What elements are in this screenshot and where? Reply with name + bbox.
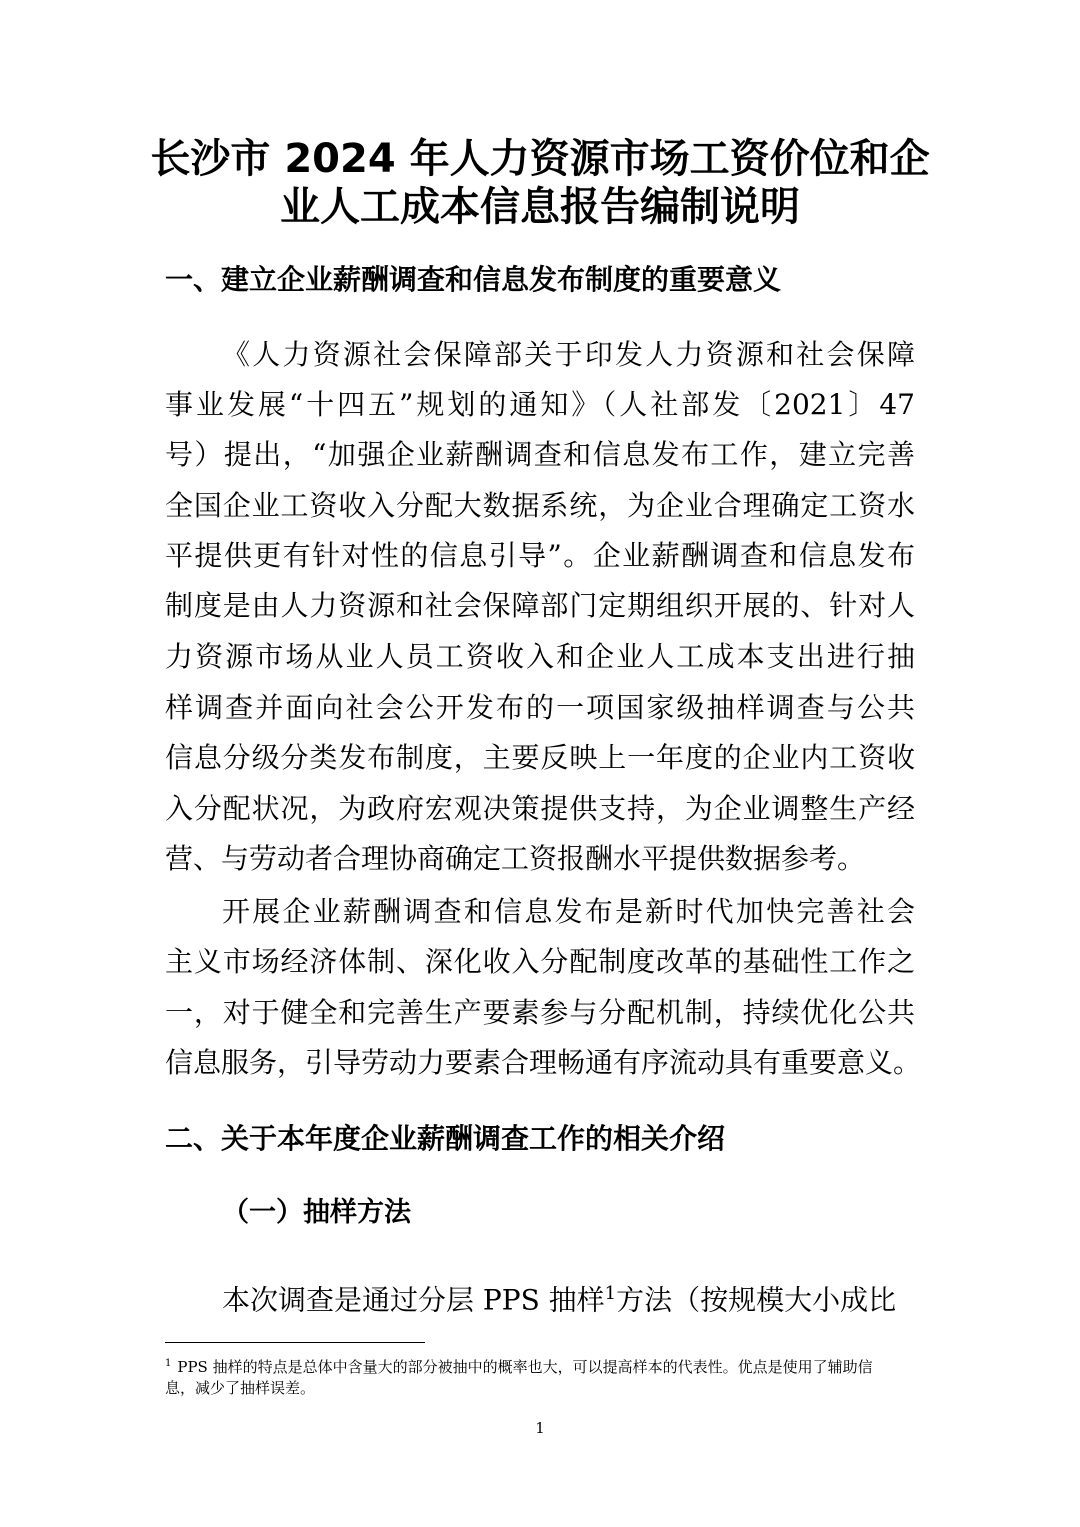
paragraph-line: 全国企业工资收入分配大数据系统，为企业合理确定工资水	[165, 489, 915, 522]
paragraph-line: 号）提出，“加强企业薪酬调查和信息发布工作，建立完善	[165, 438, 915, 471]
paragraph-3-text-end: 方法（按规模大小成比	[616, 1283, 897, 1317]
paragraph-line: 《人力资源社会保障部关于印发人力资源和社会保障	[222, 338, 915, 371]
paragraph-line: 一，对于健全和完善生产要素参与分配机制，持续优化公共	[165, 996, 915, 1029]
paragraph-line: 入分配状况，为政府宏观决策提供支持，为企业调整生产经	[165, 792, 915, 825]
paragraph-line: 制度是由人力资源和社会保障部门定期组织开展的、针对人	[165, 589, 915, 622]
section-1-heading: 一、建立企业薪酬调查和信息发布制度的重要意义	[165, 263, 782, 296]
paragraph-line: 样调查并面向社会公开发布的一项国家级抽样调查与公共	[165, 691, 915, 724]
paragraph-line: 营、与劳动者合理协商确定工资报酬水平提供数据参考。	[165, 842, 866, 875]
paragraph-3-line	[222, 1276, 915, 1318]
paragraph-line: 力资源市场从业人员工资收入和企业人工成本支出进行抽	[165, 640, 915, 673]
subsection-1-heading: （一）抽样方法	[222, 1197, 411, 1228]
section-2-heading: 二、关于本年度企业薪酬调查工作的相关介绍	[165, 1122, 726, 1155]
document-title-line-1: 长沙市 2024 年人力资源市场工资价位和企	[150, 136, 930, 182]
paragraph-line: 信息分级分类发布制度，主要反映上一年度的企业内工资收	[165, 741, 915, 774]
paragraph-line: 平提供更有针对性的信息引导”。企业薪酬调查和信息发布	[165, 539, 915, 572]
footnote-text: PPS 抽样的特点是总体中含量大的部分被抽中的概率也大，可以提高样本的代表性。优点是使用了辅助信	[177, 1358, 873, 1376]
footnote-mark: 1	[165, 1358, 172, 1369]
paragraph-line: 开展企业薪酬调查和信息发布是新时代加快完善社会	[222, 895, 915, 928]
paragraph-line: 事业发展“十四五”规划的通知》（人社部发〔2021〕47	[165, 388, 915, 421]
paragraph-3-text-start: 本次调查是通过分层 PPS 抽样	[222, 1283, 605, 1317]
page-number: 1	[535, 1419, 545, 1437]
paragraph-line: 主义市场经济体制、深化收入分配制度改革的基础性工作之	[165, 945, 915, 978]
document-title-line-2: 业人工成本信息报告编制说明	[280, 184, 800, 230]
paragraph-line: 信息服务，引导劳动力要素合理畅通有序流动具有重要意义。	[165, 1046, 922, 1079]
footnote-line: 息，减少了抽样误差。	[165, 1379, 316, 1397]
footnote-divider	[165, 1342, 425, 1343]
footnote-reference[interactable]: 1	[604, 1283, 617, 1304]
footnote-line	[165, 1352, 915, 1379]
